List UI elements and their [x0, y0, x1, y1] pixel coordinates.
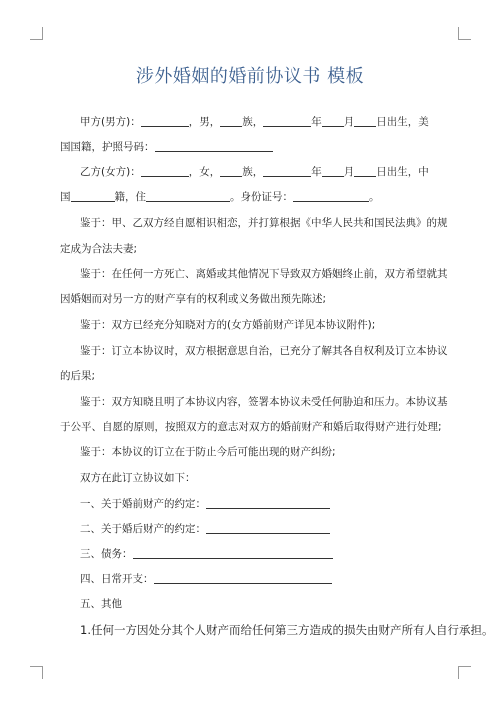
party-a-gender-text: ，男， — [188, 116, 221, 128]
clause-4-label: 四、日常开支： — [80, 573, 154, 585]
party-b-gender-text: ，女， — [188, 166, 221, 178]
clause-2 — [80, 522, 330, 536]
party-a-ethnicity-field[interactable] — [220, 115, 242, 127]
party-b-line-end: 。 — [369, 191, 380, 203]
recital-5-line-2: 于公平、自愿的原则，按照双方的意志对双方的婚前财产和婚后取得财产进行处理; — [60, 421, 442, 433]
party-b-id-field[interactable] — [293, 190, 369, 202]
clause-4 — [80, 572, 332, 586]
clause-3 — [80, 547, 333, 561]
party-a-year-text: 年 — [311, 116, 322, 128]
party-b-month-text: 月 — [343, 166, 355, 178]
party-a-passport-label: 国国籍，护照号码： — [60, 141, 155, 153]
crop-mark-top-right — [458, 27, 471, 40]
document-title: 涉外婚姻的婚前协议书 模板 — [135, 66, 365, 87]
party-a-name-field[interactable] — [141, 115, 189, 127]
recital-2-line-1: 鉴于：在任何一方死亡、离婚或其他情况下导致双方婚姻终止前，双方希望就其 — [80, 268, 448, 280]
party-b-day-text: 日出生，中 — [376, 166, 429, 178]
recital-3-line-1: 鉴于：双方已经充分知晓对方的(女方婚前财产详见本协议附件); — [80, 319, 376, 331]
party-b-address-field[interactable] — [146, 190, 230, 202]
party-b-ethnicity-field[interactable] — [220, 165, 242, 177]
recital-4-line-1: 鉴于：订立本协议时，双方根据意思自治，已充分了解其各自权利及订立本协议 — [80, 345, 448, 357]
party-a-day-text: 日出生，美 — [376, 116, 429, 128]
party-a-ethnicity-text: 族， — [242, 116, 264, 128]
party-b-ethnicity-text: 族， — [242, 166, 264, 178]
party-a-label: 甲方(男方)： — [80, 116, 141, 128]
recital-4-line-2: 的后果; — [60, 370, 96, 382]
clause-2-field[interactable] — [206, 522, 330, 534]
clause-2-label: 二、关于婚后财产的约定： — [80, 523, 206, 535]
party-a-birth-year-field[interactable] — [263, 115, 311, 127]
party-b-address-label: 籍，住 — [114, 191, 146, 203]
party-b-year-text: 年 — [311, 166, 322, 178]
clause-5-item-1: 1.任何一方因处分其个人财产而给任何第三方造成的损失由财产所有人自行承担。 — [80, 623, 494, 637]
party-b-country-prefix: 国 — [60, 191, 71, 203]
crop-mark-top-left — [30, 27, 43, 40]
party-b-name-field[interactable] — [141, 165, 189, 177]
recital-1-line-1: 鉴于：甲、乙双方经自愿相识相恋，并打算根据《中华人民共和国民法典》的规 — [80, 217, 448, 229]
party-a-passport-field[interactable] — [155, 140, 273, 152]
recital-2-line-2: 因婚姻而对另一方的财产享有的权利或义务做出预先陈述; — [60, 293, 327, 305]
recital-1-line-2: 定成为合法夫妻; — [60, 243, 138, 255]
party-b-nationality-field[interactable] — [71, 190, 115, 202]
clause-1-label: 一、关于婚前财产的约定： — [80, 498, 206, 510]
party-b-birth-year-field[interactable] — [263, 165, 311, 177]
agreement-intro: 双方在此订立协议如下： — [80, 472, 196, 484]
party-b-line-2 — [60, 190, 380, 204]
clause-5: 五、其他 — [80, 598, 122, 610]
recital-5-line-1: 鉴于：双方知晓且明了本协议内容，签署本协议未受任何胁迫和压力。本协议基 — [80, 396, 448, 408]
party-a-month-text: 月 — [343, 116, 355, 128]
party-a-line-2 — [60, 140, 273, 154]
party-a-birth-day-field[interactable] — [354, 115, 376, 127]
clause-4-field[interactable] — [154, 572, 332, 584]
party-b-line-1 — [80, 165, 429, 179]
party-b-label: 乙方(女方)： — [80, 166, 141, 178]
recital-6-line-1: 鉴于：本协议的订立在于防止今后可能出现的财产纠纷; — [80, 446, 336, 458]
clause-1-field[interactable] — [206, 497, 330, 509]
crop-mark-bottom-left — [30, 666, 43, 679]
party-a-birth-month-field[interactable] — [322, 115, 344, 127]
crop-mark-bottom-right — [458, 666, 471, 679]
clause-3-label: 三、债务： — [80, 548, 133, 560]
party-a-line-1 — [80, 115, 429, 129]
party-b-id-label: 。身份证号： — [230, 191, 293, 203]
clause-3-field[interactable] — [133, 547, 333, 559]
party-b-birth-month-field[interactable] — [322, 165, 344, 177]
party-b-birth-day-field[interactable] — [354, 165, 376, 177]
clause-1 — [80, 497, 330, 511]
